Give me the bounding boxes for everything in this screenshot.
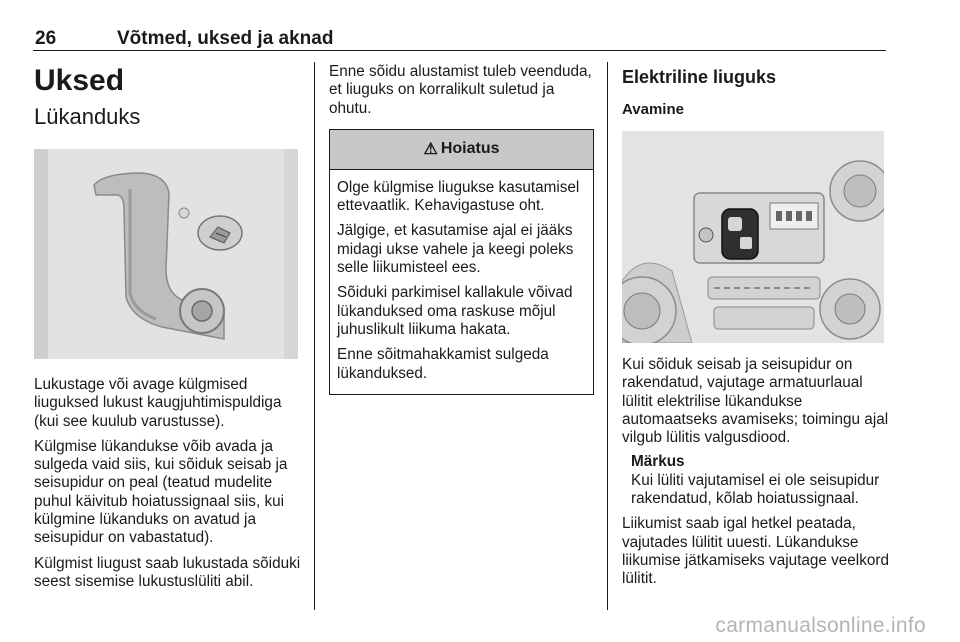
warning-paragraph: Olge külgmise liugukse kasutamisel ettevaatlik. Kehavigastuse oht. [337, 178, 580, 215]
paragraph: Kui sõiduk seisab ja seisupidur on rakendatud, vajutage armatuurlaual lülitit elektrilise lükandukse automaatseks avamiseks; toimingu ajal vilgub lülitis valgusdiood. [622, 356, 889, 447]
note-text: Kui lüliti vajutamisel ei ole seisupidur rakendatud, kõlab hoiatussignaal. [631, 471, 880, 508]
warning-paragraph: Enne sõitmahakkamist sulgeda lükanduksed. [337, 346, 549, 382]
warning-header [330, 130, 593, 170]
electric-door-title: Elektriline liuguks [622, 67, 777, 87]
paragraph: Külgmise lükandukse võib avada ja sulgeda vaid siis, kui sõiduk seisab ja seisupidur on peal (teatud mudelite puhul käivitub hoiatussignaal siis, kui külgmine lükanduks on avatud ja seisupidur on vabastatud). [34, 437, 288, 547]
intro-paragraph: Enne sõidu alustamist tuleb veenduda, et liuguks on korralikult suletud ja ohutu. [329, 63, 592, 117]
sliding-door-handle-illustration [34, 149, 298, 359]
warning-paragraph: Jälgige, et kasutamise ajal ei jääks midagi ukse vahele ja keegi poleks selle liikumisteel ees. [337, 222, 574, 277]
note-title: Märkus [631, 453, 685, 471]
chapter-title: Võtmed, uksed ja aknad [117, 28, 334, 49]
warning-title: Hoiatus [440, 140, 500, 158]
subsection-title: Lükanduks [34, 104, 141, 129]
paragraph: Liikumist saab igal hetkel peatada, vajutades lülitit uuesti. Lükandukse liikumise jätkamiseks vajutage veelkord lülitit. [622, 515, 889, 588]
warning-box [329, 129, 594, 395]
paragraph: Lukustage või avage külgmised liuguksed lukust kaugjuhtimispuldiga (kui see kuulub varustusse). [34, 376, 282, 430]
dashboard-switch-illustration [622, 131, 884, 343]
warning-body [330, 170, 593, 394]
paragraph: Külgmist liugust saab lukustada sõiduki seest sisemise lukustuslüliti abil. [34, 554, 301, 590]
note-box [622, 453, 890, 508]
warning-paragraph: Sõiduki parkimisel kallakule võivad lükanduksed oma raskuse mõjul juhuslikult liikuma hakata. [337, 284, 573, 338]
page-number: 26 [35, 28, 57, 49]
column-divider-1 [314, 62, 315, 610]
column-1 [34, 62, 302, 598]
column-2 [329, 62, 594, 395]
column-3 [622, 62, 890, 596]
page-header [33, 27, 886, 51]
opening-subtitle: Avamine [622, 101, 684, 118]
section-title: Uksed [34, 64, 125, 97]
watermark: carmanualsonline.info [715, 614, 926, 637]
column-divider-2 [607, 62, 608, 610]
warning-triangle-icon: ⚠ [423, 141, 438, 159]
